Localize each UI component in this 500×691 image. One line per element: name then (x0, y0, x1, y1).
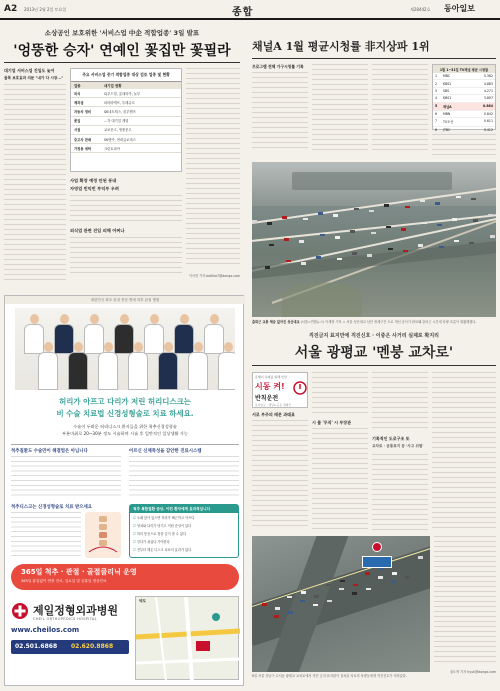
ad-blurb: 수술이 두려운 허리디스크 환자들을 위한 척추신경성형술 (73, 424, 177, 429)
phone-number-1[interactable]: 02.501.6868 (15, 643, 58, 650)
car-key-icon (293, 381, 307, 395)
car (340, 580, 345, 583)
ratings-channel: MBN (443, 112, 451, 117)
car (420, 200, 425, 203)
table-cell-industry: 가정용 세탁 (74, 146, 92, 151)
ratings-channel: KBS1 (443, 96, 452, 101)
campaign-sign (252, 372, 308, 408)
subhead-5: 외식업 관련 진입 피해 어쩌나 (70, 228, 125, 233)
subhead-4: 자영업 빈익빈 부익부 우려 (70, 186, 119, 191)
car (471, 198, 476, 201)
car (286, 260, 291, 263)
road-sign (362, 556, 392, 568)
car (299, 240, 304, 243)
left-col-2 (70, 178, 182, 277)
caption-text: (서울=연합뉴스) 이재영 기자 = 서울 성산대교 남단 정체구간 도로 개선 공사가 완료돼 출퇴근 시간대 차량 흐름이 원활해졌다. (300, 320, 477, 324)
intersection-photo (252, 536, 430, 672)
ad-box2-title: 어르신 신체특성을 감안한 진료시스템 (129, 449, 202, 454)
car (303, 218, 308, 221)
table-title: 주요 서비스업 중기 적합업종 대상 검토 업종 및 현황 (71, 69, 181, 82)
ad-box1-title: 척추질환도 수술만이 해결법은 아닙니다 (11, 449, 88, 454)
car (287, 596, 292, 599)
checklist-item: ☑ 허리 통증으로 잠을 깊이 잘 수 없다 (133, 532, 187, 536)
table-col-header: 대기업 현황 (104, 84, 122, 88)
ratings-rank: 2 (435, 81, 438, 86)
ratings-row (433, 80, 495, 87)
ratings-row (433, 111, 495, 118)
doctor-figure (97, 342, 119, 390)
car (371, 232, 376, 235)
ad-slogan-1: 허리가 아프고 다리가 저린 허리디스크는 (59, 397, 191, 406)
car (314, 595, 319, 598)
table-cell-industry: 제과점 (74, 100, 84, 105)
car (333, 214, 338, 217)
ratings-channel: JTBC (443, 127, 451, 132)
car (418, 556, 423, 559)
checklist-box (129, 504, 239, 558)
car (262, 603, 267, 606)
ratings-rank: 8 (435, 127, 438, 132)
car (369, 210, 374, 213)
ratings-table (432, 64, 496, 130)
bridge-story (252, 332, 496, 687)
table-cell-firms: ...각 대기업 계열 (104, 119, 129, 124)
car (316, 256, 321, 259)
map-label: 약도 (139, 599, 146, 603)
doctor-figure (37, 342, 59, 390)
ratings-rank: 6 (435, 112, 438, 117)
table-row (71, 117, 181, 126)
ratings-rank: 7 (435, 119, 438, 124)
campaign-sign-main: 시동 켜! (255, 382, 285, 391)
table-cell-industry: 자동차 정비 (74, 109, 92, 114)
car (318, 212, 323, 215)
hospital-info (11, 598, 129, 678)
bridge-headline: 서울 광평교 '멘붕 교차로' (294, 345, 454, 361)
car (353, 584, 358, 587)
car (350, 230, 355, 233)
bridge-byline: 권오혁 기자 hyuk@donga.com (449, 670, 496, 674)
table-cell-firms: SK엔카, 현대글로비스 (104, 137, 136, 142)
campaign-sign-note: 동아일보 · 채널A 공동 캠페인 (255, 403, 292, 407)
car (339, 588, 344, 591)
ratings-value: 5.362 (483, 74, 493, 79)
ratings-rank: 3 (435, 88, 438, 93)
ratings-table-title: 1월 1~31일 TV채널 평균 시청률 (433, 65, 495, 73)
table-col-header: 업종 (74, 84, 81, 88)
table-cell-firms: SK네트웍스, 블루핸즈 (104, 109, 136, 114)
ratings-row (433, 103, 495, 111)
left-story-byline: 이서현 기자 baltika7@donga.com (188, 274, 240, 278)
open365-title: 365일 척추 · 관절 · 골절클리닉 운영 (21, 568, 137, 576)
ratings-value: 4.883 (483, 81, 493, 86)
table-row (71, 98, 181, 107)
doctor-figure (187, 342, 209, 390)
ratings-row (433, 88, 495, 95)
car (422, 222, 427, 225)
bridge-sub2: 시 불 '무직' 시 부장관 (312, 420, 351, 425)
table-row (71, 144, 181, 153)
hospital-ad (4, 295, 244, 686)
car (469, 242, 474, 245)
table-cell-industry: 서점 (74, 128, 81, 133)
left-story-headline: '엉뚱한 승자' 연예인 꽃집만 꽃필라 (13, 43, 231, 59)
ratings-rank: 1 (435, 74, 438, 79)
table-row (71, 126, 181, 135)
traffic-caption (252, 320, 496, 325)
car (490, 235, 495, 238)
checkbox-icon: ☑ (133, 532, 137, 536)
hospital-url[interactable]: www.cheilos.com (11, 626, 80, 634)
subhead-3: 사업 확장 예정 안된 동네 (70, 178, 117, 183)
no-straight-sign (372, 542, 382, 552)
car (326, 584, 331, 587)
page-header (0, 0, 500, 20)
body-text-col3 (186, 68, 240, 268)
channel-a-headline: 채널A 1월 평균시청률 非지상파 1위 (252, 40, 430, 53)
phone-number-2[interactable]: 02.620.8868 (71, 643, 114, 650)
ratings-row (433, 118, 495, 126)
table-cell-firms: 파리바게뜨, 뚜레쥬르 (104, 100, 135, 105)
car (405, 576, 410, 579)
car (435, 202, 440, 205)
hospital-name: 제일정형외과병원 (33, 604, 119, 617)
checklist-title: 척추 복합질환 증상, 이런 환자에게 효과적입니다 (130, 505, 238, 513)
doctors-photo (15, 308, 235, 390)
car (378, 576, 383, 579)
table-cell-firms: 교보문고, 영풍문고 (104, 128, 132, 133)
car (337, 258, 342, 261)
ratings-channel: SBS (443, 88, 450, 93)
ratings-row (433, 73, 495, 80)
car (388, 248, 393, 251)
table-cell-industry: 꽃집 (74, 119, 81, 124)
car (367, 254, 372, 257)
table-body (71, 89, 181, 153)
ratings-row (433, 95, 495, 102)
left-col-1 (4, 68, 66, 284)
car (335, 236, 340, 239)
car (452, 218, 457, 221)
car (384, 204, 389, 207)
left-story-kicker: 소상공인 보호위한 '서비스업 中企 적합업종' 3일 발표 (44, 29, 200, 37)
car (269, 244, 274, 247)
industry-table (70, 68, 182, 172)
spine-illustration (85, 512, 121, 558)
page-number: A2 (4, 4, 18, 14)
ratings-rank: 4 (435, 96, 438, 101)
car (300, 600, 305, 603)
doctor-figure (67, 342, 89, 390)
car (418, 244, 423, 247)
table-row (71, 135, 181, 144)
checkbox-icon: ☑ (133, 524, 137, 528)
ratings-row (433, 127, 495, 134)
car (313, 604, 318, 607)
table-cell-firms: CJ푸드빌, 롯데리아, 놀부 (104, 91, 141, 96)
paper-name: 동아일보 (444, 3, 475, 13)
ratings-channel: KBS2 (443, 81, 452, 86)
checkbox-icon: ☑ (133, 540, 137, 544)
open365-sub: 365일 휴일없이 연중 진료, 일요일 및 공휴일 정상진료 (21, 579, 107, 583)
ad-banner: 대한민국 최초 관절 전문 명예 척추 관절 병원 (5, 296, 245, 304)
ratings-value: 0.842 (483, 112, 493, 117)
car (392, 572, 397, 575)
campaign-sign-sub: 반칙운전 (255, 395, 279, 402)
car (327, 600, 332, 603)
car (401, 228, 406, 231)
ratings-rank: 5 (435, 103, 438, 108)
caption-title: 출퇴근 교통 체증 없어진 성산대교 (252, 320, 300, 324)
bridge-kicker: 직진금지 표지만에 직진신호 · 이중은 사거리 실제로 확지리 (308, 333, 439, 339)
car (301, 262, 306, 265)
ratings-channel: 채널A (443, 104, 452, 109)
car (267, 222, 272, 225)
open365-banner (11, 564, 239, 590)
car (456, 196, 461, 199)
bridge-sub1: 서로 부주의 때문 과태료 (252, 412, 295, 417)
table-row (71, 107, 181, 116)
checklist-item: ☑ 걷다가 쉬었다 가야한다 (133, 540, 170, 544)
car (405, 206, 410, 209)
ratings-value: 0.611 (483, 119, 493, 124)
edition-number: 제28442호 (410, 7, 431, 12)
table-cell-industry: 외식 (74, 91, 81, 96)
section-title: 종합 (232, 7, 254, 18)
car (437, 224, 442, 227)
car (473, 219, 478, 222)
campaign-sign-small: 운행이 유제를 위해 인한 (255, 375, 287, 379)
phone-bar (11, 640, 129, 654)
car (352, 252, 357, 255)
checkbox-icon: ☑ (133, 548, 137, 552)
doctor-figure (217, 342, 235, 390)
car (488, 214, 493, 217)
bridge-sub3: 기록적인 도로구조 또 (372, 436, 410, 441)
car (379, 568, 384, 571)
hospital-logo-icon (11, 602, 29, 620)
car (301, 591, 306, 594)
ad-blurb-2: 부분마취로 20~30분 정도 시술하며 시술 후 일반적인 일상생활 가능 (62, 431, 188, 436)
ratings-value: 3.897 (483, 96, 493, 101)
table-cell-firms: 크린토피아 (104, 146, 120, 151)
ratings-value: 0.864 (482, 103, 493, 108)
table-cell-industry: 중고차 판매 (74, 137, 92, 142)
car (366, 588, 371, 591)
checkbox-icon: ☑ (133, 516, 137, 520)
car (391, 580, 396, 583)
checklist-item: ☑ 전부터 해온 디스크 치료의 효과가 없다 (133, 548, 192, 552)
car (365, 572, 370, 575)
location-map (135, 596, 239, 680)
car (282, 216, 287, 219)
left-story (4, 24, 240, 289)
ad-slogan-2: 비 수술 치료법 신경성형술로 치료 하세요. (56, 409, 194, 418)
car (354, 208, 359, 211)
car (320, 234, 325, 237)
intersection-caption: 6일 서울 강남구 수서동 광평교 교차로에서 직진 금지 표지판이 설치된 차로의 차량들에게 직진신호가 켜져있다. (252, 674, 407, 678)
checklist-item: ☑ 오래 앉아 있으면 허리가 뻐근하고 아프다 (133, 516, 195, 520)
traffic-photo (252, 162, 496, 317)
car (403, 250, 408, 253)
ratings-channel: TV조선 (443, 120, 454, 125)
car (288, 611, 293, 614)
checklist-item: ☑ 엉치와 다리가 당기고 저린 증상이 있다 (133, 524, 192, 528)
car (265, 266, 270, 269)
ratings-value: 4.271 (483, 88, 493, 93)
car (284, 238, 289, 241)
car (275, 607, 280, 610)
ad-box3-title: 척추디스크는 신경성형술로 치료 받으세요 (11, 505, 92, 510)
car (454, 240, 459, 243)
subhead-1: 대기업 서비스업 진입도 늦어 (4, 68, 55, 73)
car (439, 246, 444, 249)
ratings-value: 0.412 (483, 127, 493, 132)
ratings-table-body (433, 73, 495, 134)
doctor-figure (157, 342, 179, 390)
subhead-2: 골목 보호효과 의문 "내가 다 시장..." (4, 76, 64, 80)
car (352, 592, 357, 595)
bridge-sub4: 교차로 · 공통표지 등 '사고 위험' (372, 444, 424, 448)
ratings-channel: MBC (443, 74, 451, 79)
car (252, 220, 257, 223)
doctor-figure (127, 342, 149, 390)
table-row (71, 89, 181, 98)
hospital-english-name: CHEIL ORTHOPEDICS HOSPITAL (33, 617, 97, 621)
body-text-col1 (4, 84, 66, 284)
date-line: 2013년 2월 2일 토요일 (24, 7, 67, 12)
car (274, 615, 279, 618)
channel-a-sub: 프로그램 전체 가구시청률 기록 (252, 64, 304, 69)
car (386, 226, 391, 229)
